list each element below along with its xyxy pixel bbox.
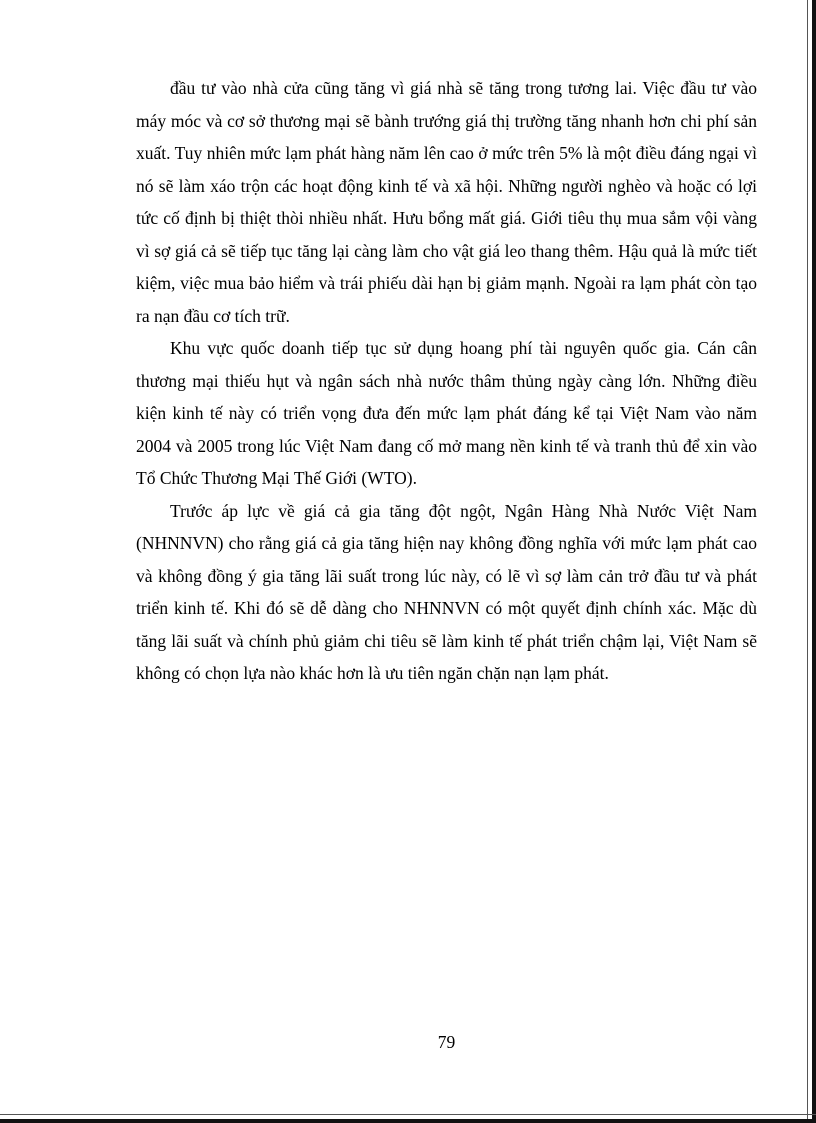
page-number: 79 (437, 1032, 456, 1052)
paragraph-2: Khu vực quốc doanh tiếp tục sử dụng hoang phí tài nguyên quốc gia. Cán cân thương mại thiếu hụt và ngân sách nhà nước thâm thủng ngày càng lớn. Những điều kiện kinh tế này có triển vọng đưa đến mức lạm phát đáng kể tại Việt Nam vào năm 2004 và 2005 trong lúc Việt Nam đang cố mở mang nền kinh tế và tranh thủ để xin vào Tổ Chức Thương Mại Thế Giới (WTO). (136, 338, 757, 488)
paragraph-3: Trước áp lực về giá cả gia tăng đột ngột, Ngân Hàng Nhà Nước Việt Nam (NHNNVN) cho rằng giá cả gia tăng hiện nay không đồng nghĩa với mức lạm phát cao và không đồng ý gia tăng lãi suất trong lúc này, có lẽ vì sợ làm cản trở đầu tư và phát triển kinh tế. Khi đó sẽ dễ dàng cho NHNNVN có một quyết định chính xác. Mặc dù tăng lãi suất và chính phủ giảm chi tiêu sẽ làm kinh tế phát triển chậm lại, Việt Nam sẽ không có chọn lựa nào khác hơn là ưu tiên ngăn chặn nạn lạm phát. (136, 500, 757, 683)
page-border-right (812, 0, 816, 1123)
page-border-bottom-inner (0, 1114, 816, 1115)
paragraph-1: đầu tư vào nhà cửa cũng tăng vì giá nhà sẽ tăng trong tương lai. Việc đầu tư vào máy móc và cơ sở thương mại sẽ bành trướng giá thị trường tăng nhanh hơn chi phí sản xuất. Tuy nhiên mức lạm phát hàng năm lên cao ở mức trên 5% là một điều đáng ngại vì nó sẽ làm xáo trộn các hoạt động kinh tế và xã hội. Những người nghèo và hoặc có lợi tức cố định bị thiệt thòi nhiều nhất. Hưu bổng mất giá. Giới tiêu thụ mua sắm vội vàng vì sợ giá cả sẽ tiếp tục tăng lại càng làm cho vật giá leo thang thêm. Hậu quả là mức tiết kiệm, việc mua bảo hiểm và trái phiếu dài hạn bị giảm mạnh. Ngoài ra lạm phát còn tạo ra nạn đầu cơ tích trữ. (136, 78, 757, 326)
document-body (136, 72, 757, 690)
page-border-bottom (0, 1119, 816, 1123)
page-border-right-inner (807, 0, 808, 1123)
